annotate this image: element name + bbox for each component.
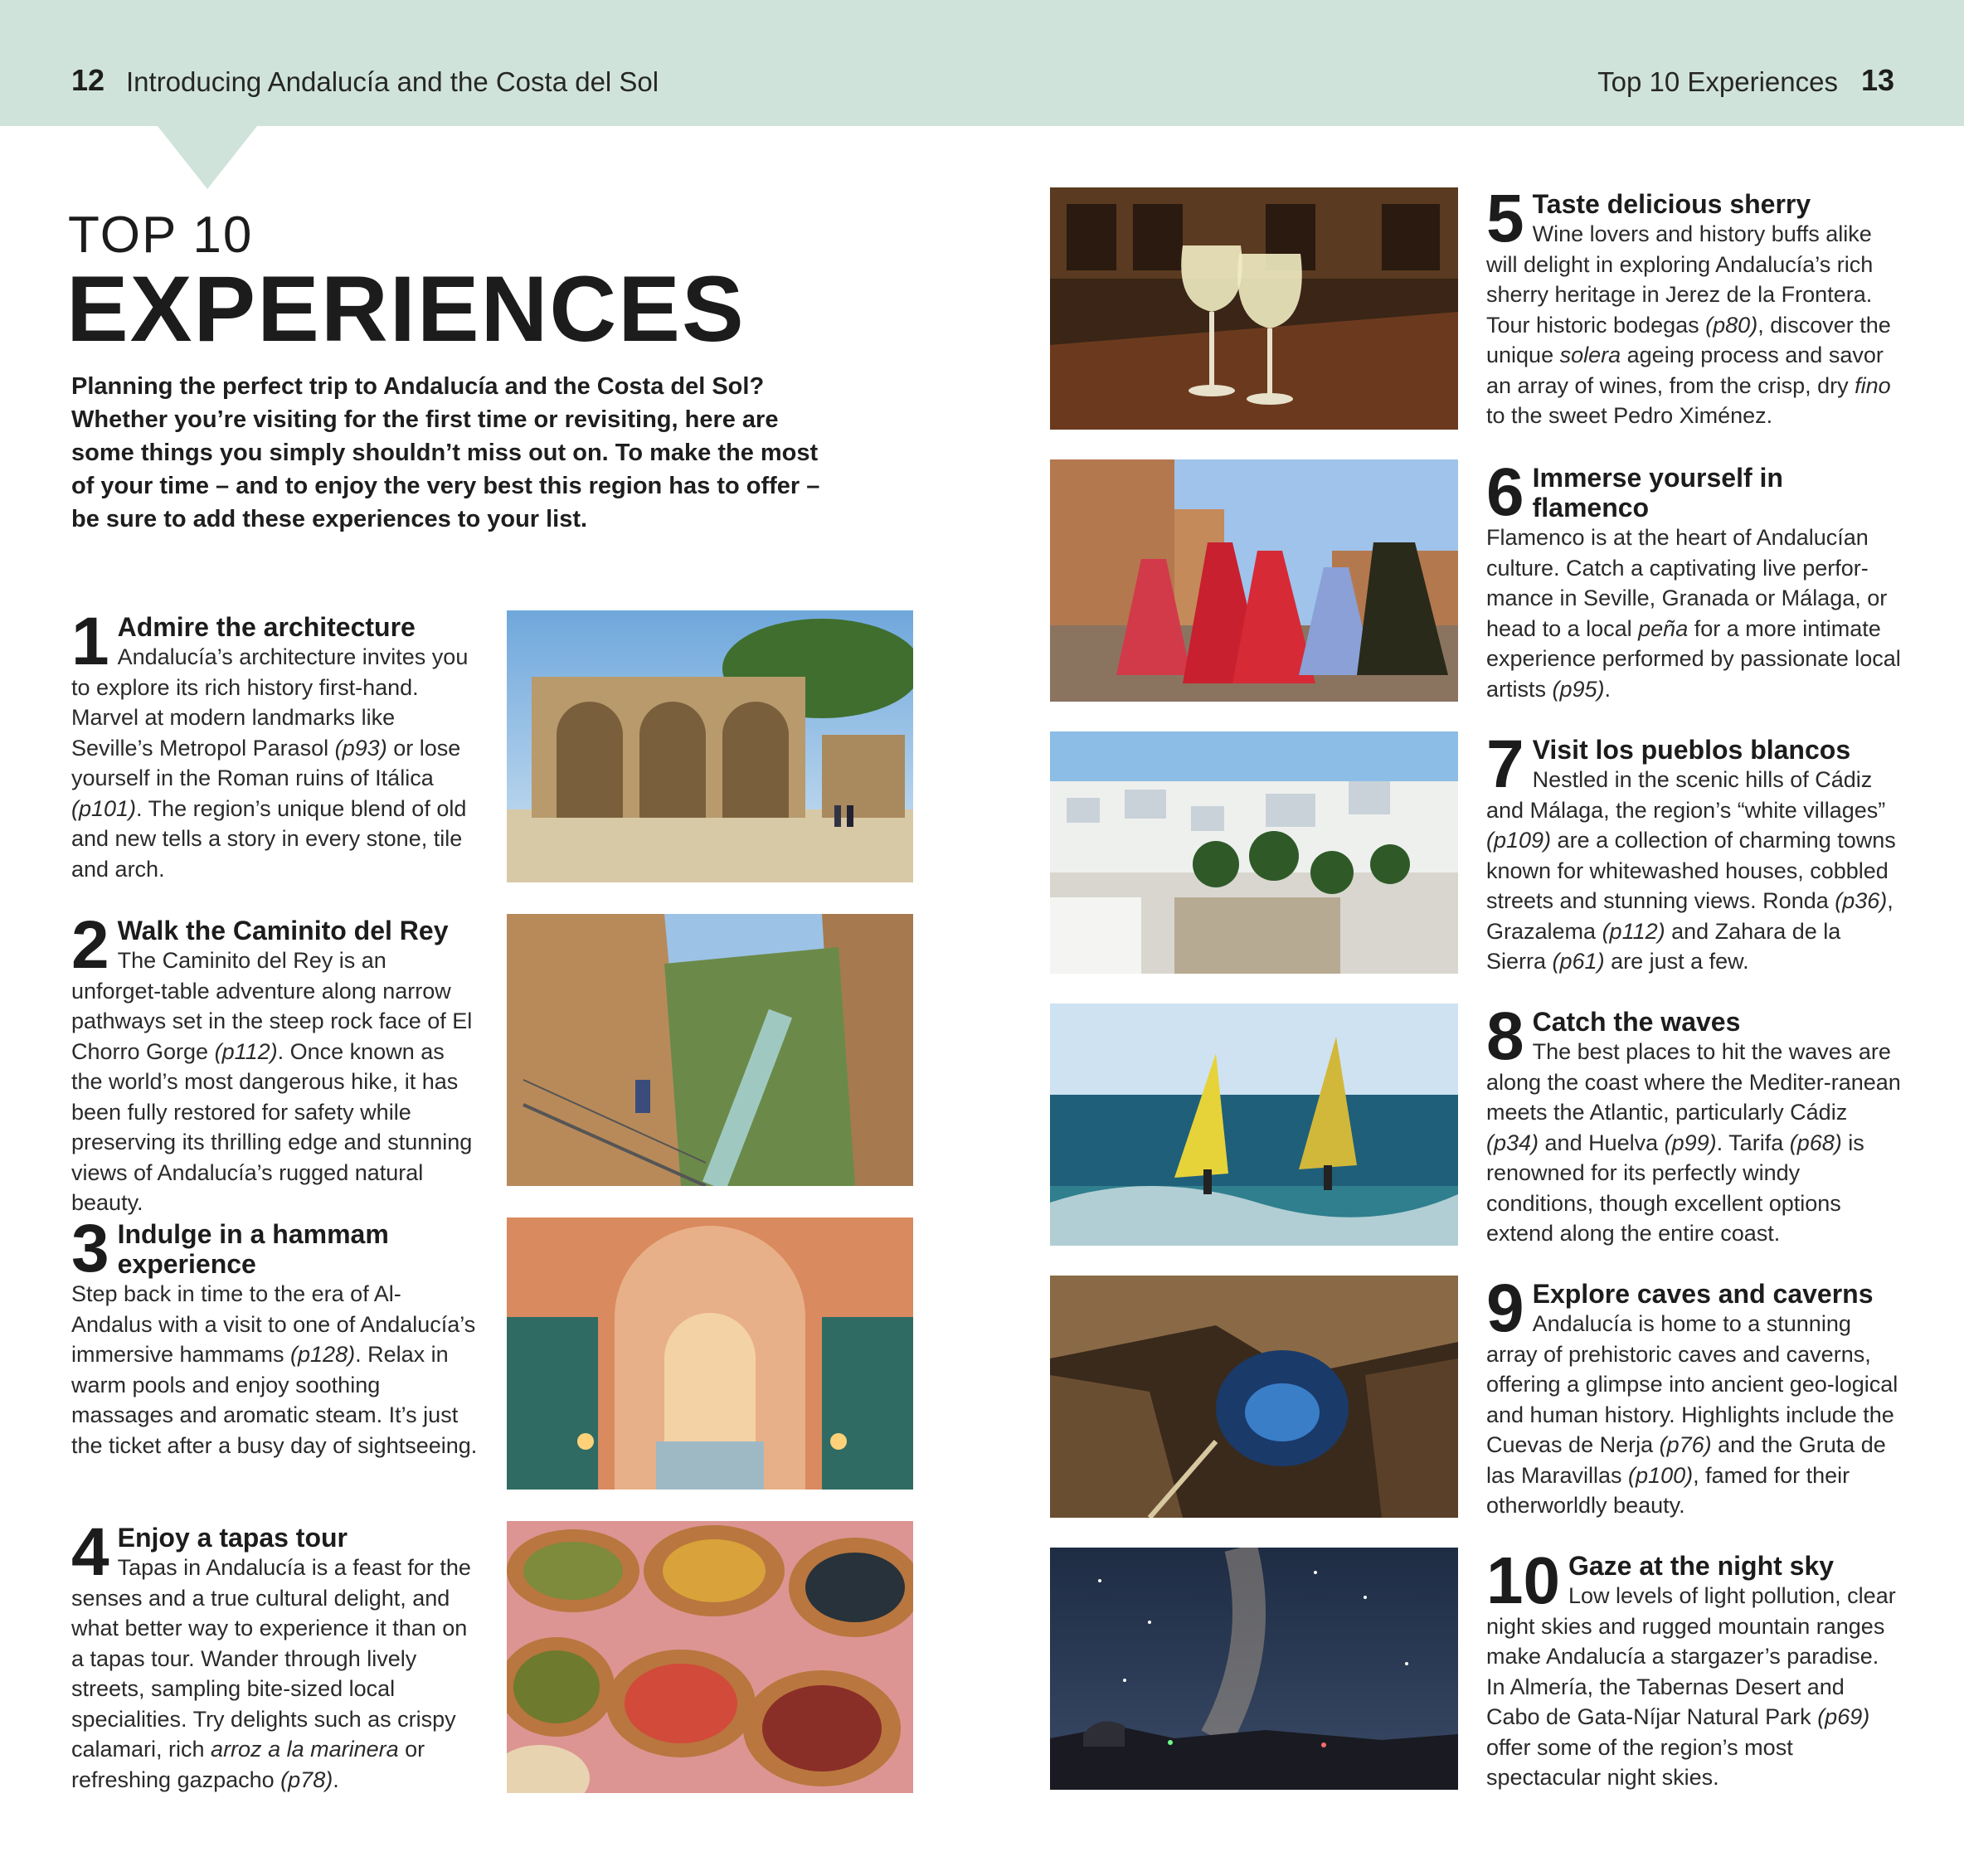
item-title: Visit los pueblos blancos [1532, 735, 1851, 765]
body-text: for a more intimate experience performed by passionate local artists [1486, 615, 1901, 702]
right-page-number: 13 [1860, 63, 1894, 97]
page-reference: (p101) [71, 795, 137, 821]
page-reference: (p93) [334, 735, 387, 761]
body-text: Andalucía is home to a stunning array of prehistoric caves and caverns, offering a glimpse into ancient geo-logical and human history. Highlights include the Cuevas de Nerja [1486, 1311, 1898, 1457]
body-text: Step back in time to the era of Al-Andalus with a visit to one of Andalucía’s immersive hammams [71, 1281, 476, 1367]
item-body [71, 945, 478, 1218]
item-number: 4 [71, 1514, 109, 1590]
item-body [1486, 219, 1901, 431]
page-reference: (p78) [280, 1767, 333, 1792]
intro-paragraph: Planning the perfect trip to Andalucía and the Costa del Sol? Whether you’re visiting for the first time or revisiting, here are some things you simply shouldn’t miss out on. To make the most of your time – and to enjoy the very best this region has to offer – be sure to add these experiences to your list. [71, 373, 820, 532]
page-header [0, 0, 1964, 126]
item-body [1486, 1037, 1901, 1249]
body-text: , famed for their otherworldly beauty. [1486, 1462, 1850, 1518]
item-body [1486, 765, 1901, 977]
experience-item-7 [1486, 727, 1901, 977]
item-body [1486, 522, 1901, 704]
item-title: Walk the Caminito del Rey [117, 916, 449, 945]
body-text: Nestled in the scenic hills of Cádiz and Málaga, the region’s “white villages” [1486, 767, 1886, 823]
item-title: Taste delicious sherry [1532, 189, 1811, 219]
body-text: Andalucía’s architecture invites you to explore its rich history first-hand. Marvel at modern landmarks like Seville’s Metropol Parasol [71, 644, 469, 761]
experience-item-5 [1486, 181, 1901, 431]
experience-item-3 [71, 1211, 478, 1460]
body-text: and the Gruta de las Maravillas [1486, 1432, 1886, 1488]
windsurf-photo [1050, 1004, 1458, 1246]
body-text: and Huelva [1539, 1130, 1665, 1155]
body-text: . [333, 1767, 339, 1792]
body-text: . Tarifa [1716, 1130, 1790, 1155]
body-text: , discover the unique [1486, 312, 1891, 367]
item-body [71, 1553, 478, 1795]
heading-kicker: TOP 10 [68, 207, 254, 264]
left-page-number: 12 [71, 63, 105, 97]
page-title: EXPERIENCES [66, 257, 746, 361]
item-body [71, 642, 478, 884]
page-reference: (p36) [1835, 888, 1888, 913]
body-text: , Grazalema [1486, 888, 1894, 944]
item-body [71, 1279, 478, 1460]
page-reference: (p34) [1486, 1130, 1539, 1155]
header-notch [158, 126, 257, 189]
item-body [1486, 1581, 1901, 1793]
page-reference: solera [1559, 343, 1621, 367]
architecture-photo [507, 610, 913, 882]
experience-item-10 [1486, 1543, 1901, 1793]
body-text: The Caminito del Rey is an unforget-table adventure along narrow pathways set in the steep rock face of El Chorro Gorge [71, 948, 473, 1064]
experience-item-6 [1486, 454, 1901, 704]
page-reference: (p112) [1602, 918, 1665, 944]
page-reference: (p99) [1664, 1130, 1717, 1155]
body-text: or refreshing gazpacho [71, 1737, 425, 1792]
page-reference: (p80) [1705, 312, 1758, 338]
body-text: . Once known as the world’s most dangerous hike, it has been fully restored for safety while preserving its thrilling edge and stunning views of Andalucía’s rugged natural beauty. [71, 1038, 473, 1215]
item-number: 5 [1486, 181, 1524, 256]
right-running-title: Top 10 Experiences [1597, 66, 1838, 97]
body-text: . [1604, 676, 1612, 702]
item-title: Catch the waves [1532, 1007, 1741, 1037]
body-text: Wine lovers and history buffs alike will delight in exploring Andalucía’s rich sherry heritage in Jerez de la Frontera. Tour historic bodegas [1486, 221, 1874, 338]
body-text: The best places to hit the waves are along the coast where the Mediter-ranean meets the Atlantic, particularly Cádiz [1486, 1039, 1901, 1125]
flamenco-photo [1050, 459, 1458, 702]
item-title: Explore caves and caverns [1532, 1279, 1874, 1309]
body-text: or lose yourself in the Roman ruins of Itálica [71, 735, 461, 790]
item-title: Indulge in a hammam experience [117, 1219, 389, 1279]
body-text: are just a few. [1604, 949, 1749, 974]
item-number: 3 [71, 1211, 109, 1286]
item-title: Gaze at the night sky [1568, 1551, 1835, 1581]
page-reference: (p69) [1817, 1704, 1870, 1729]
body-text: Low levels of light pollution, clear night skies and rugged mountain ranges make Andalucía a stargazer’s paradise. In Almería, the Tabernas Desert and Cabo de Gata-Níjar Natural Park [1486, 1583, 1896, 1729]
item-title: Enjoy a tapas tour [117, 1523, 348, 1553]
page-reference: (p61) [1552, 949, 1605, 974]
experience-item-2 [71, 907, 478, 1218]
body-text: Flamenco is at the heart of Andalucían culture. Catch a captivating live perfor-mance in Seville, Granada or Málaga, or head to a local [1486, 525, 1888, 641]
left-running-title: Introducing Andalucía and the Costa del Sol [126, 66, 659, 97]
tapas-photo [507, 1521, 913, 1793]
body-text: and Zahara de la Sierra [1486, 918, 1841, 974]
page-reference: (p128) [290, 1342, 356, 1367]
item-number: 2 [71, 907, 109, 983]
body-text: ageing process and savor an array of wines, from the crisp, dry [1486, 343, 1884, 398]
page-reference: (p112) [214, 1038, 278, 1064]
page-reference: peña [1638, 615, 1689, 641]
body-text: are a collection of charming towns known for whitewashed houses, cobbled streets and stunning views. Ronda [1486, 828, 1896, 913]
sherry-photo [1050, 187, 1458, 430]
page-reference: fino [1855, 372, 1891, 398]
experience-item-8 [1486, 999, 1901, 1249]
body-text: to the sweet Pedro Ximénez. [1486, 403, 1773, 428]
experience-item-1 [71, 604, 478, 884]
body-text: Tapas in Andalucía is a feast for the senses and a true cultural delight, and what better way to experience it than on a tapas tour. Wander through lively streets, sampling bite-sized local specialities. Try delights such as crispy calamari, rich [71, 1555, 471, 1762]
caves-photo [1050, 1276, 1458, 1518]
item-title: Immerse yourself in flamenco [1532, 463, 1783, 522]
page-reference: arroz a la marinera [211, 1737, 399, 1762]
body-text: . The region’s unique blend of old and new tells a story in every stone, tile and arch. [71, 795, 467, 882]
pueblos-blancos-photo [1050, 731, 1458, 974]
item-number: 7 [1486, 727, 1524, 802]
body-text: . Relax in warm pools and enjoy soothing massages and aromatic steam. It’s just the ticket after a busy day of sightseeing. [71, 1342, 478, 1458]
page-reference: (p109) [1486, 828, 1552, 853]
item-number: 9 [1486, 1271, 1524, 1346]
item-number: 8 [1486, 999, 1524, 1074]
item-body [1486, 1309, 1901, 1521]
page-reference: (p100) [1628, 1462, 1694, 1488]
item-number: 10 [1486, 1543, 1560, 1617]
hammam-photo [507, 1217, 913, 1490]
experience-item-4 [71, 1514, 478, 1795]
body-text: is renowned for its perfectly windy conditions, though excellent options extend along the entire coast. [1486, 1130, 1864, 1246]
page-reference: (p76) [1659, 1432, 1712, 1457]
caminito-photo [507, 914, 913, 1186]
experience-item-9 [1486, 1271, 1901, 1521]
body-text: offer some of the region’s most spectacular night skies. [1486, 1734, 1793, 1790]
item-number: 6 [1486, 454, 1524, 530]
item-title: Admire the architecture [117, 612, 416, 642]
night-sky-photo [1050, 1548, 1458, 1790]
page-reference: (p68) [1789, 1130, 1842, 1155]
page-reference: (p95) [1552, 676, 1605, 702]
item-number: 1 [71, 604, 109, 679]
